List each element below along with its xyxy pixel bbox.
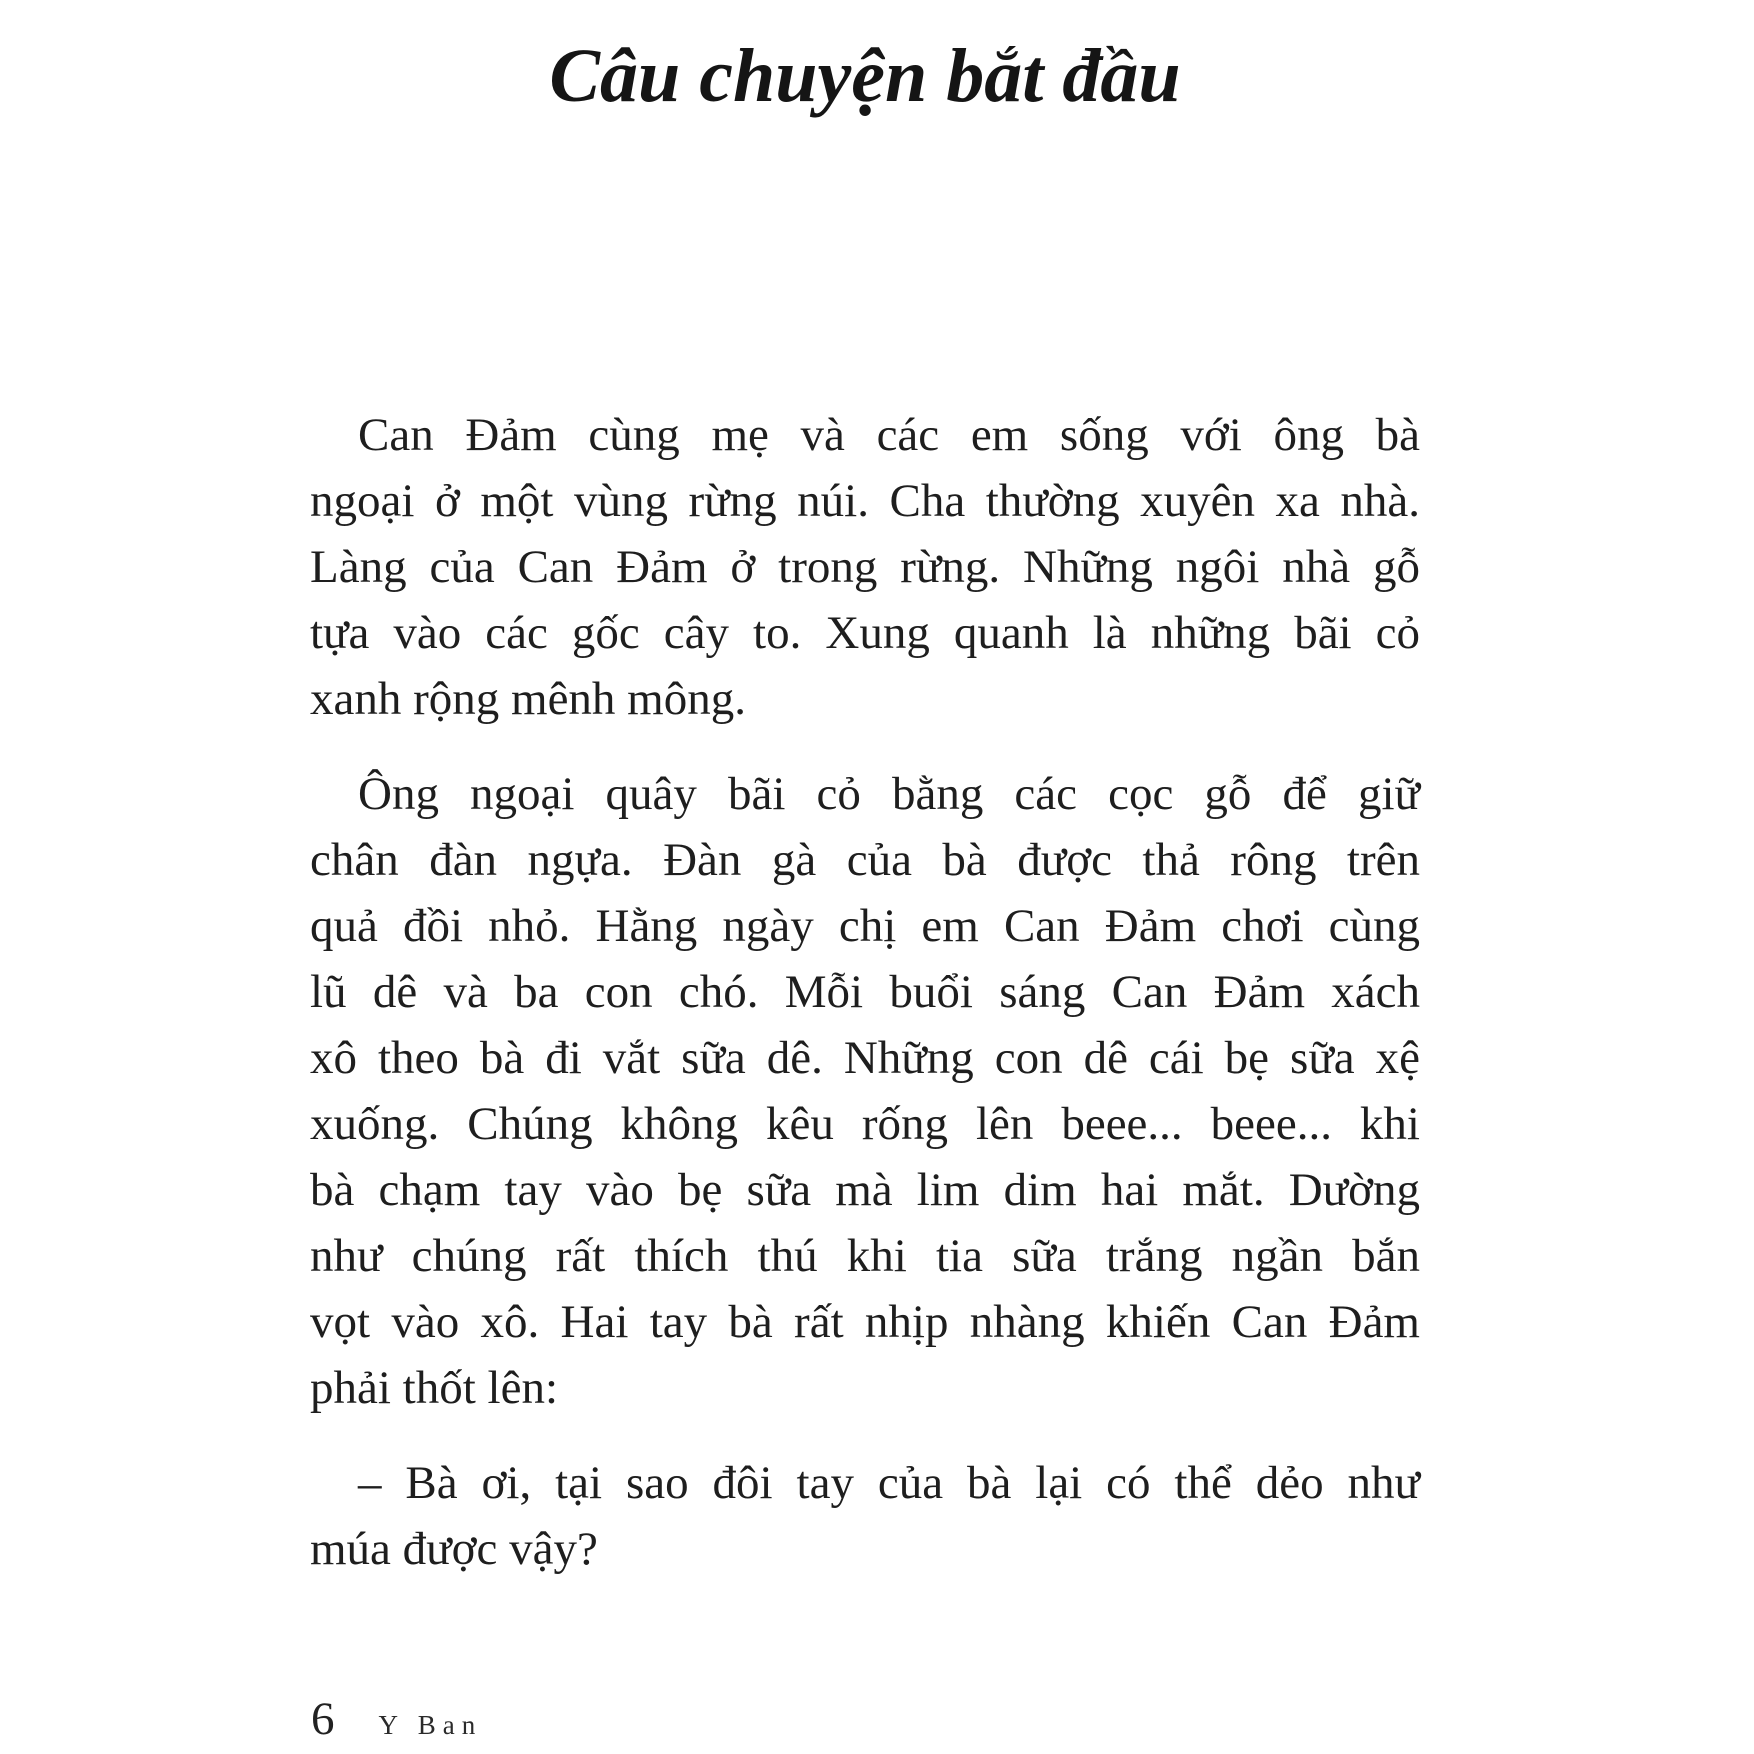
body-line: xuống. Chúng không kêu rống lên beee... beee... khi (310, 1098, 1420, 1150)
body-line: xanh rộng mênh mông. (310, 673, 746, 725)
paragraph-dialogue (310, 1450, 1420, 1582)
body-line: ngoại ở một vùng rừng núi. Cha thường xuyên xa nhà. (310, 475, 1420, 527)
body-line: múa được vậy? (310, 1523, 598, 1575)
page-number: 6 (311, 1693, 335, 1745)
body-line: Can Đảm cùng mẹ và các em sống với ông bà (358, 409, 1420, 461)
body-line: xô theo bà đi vắt sữa dê. Những con dê cái bẹ sữa xệ (310, 1032, 1420, 1084)
paragraph (310, 402, 1420, 732)
body-line: bà chạm tay vào bẹ sữa mà lim dim hai mắt. Dường (310, 1164, 1420, 1216)
body-line: lũ dê và ba con chó. Mỗi buổi sáng Can Đảm xách (310, 966, 1420, 1018)
running-author: Y Ban (378, 1710, 483, 1740)
body-line: Ông ngoại quây bãi cỏ bằng các cọc gỗ để giữ (358, 768, 1420, 820)
page-footer (311, 1692, 482, 1746)
chapter-title: Câu chuyện bắt đầu (549, 34, 1181, 118)
body-text (310, 402, 1420, 1611)
body-line: quả đồi nhỏ. Hằng ngày chị em Can Đảm chơi cùng (310, 900, 1420, 952)
body-line: tựa vào các gốc cây to. Xung quanh là những bãi cỏ (310, 607, 1420, 659)
body-line: phải thốt lên: (310, 1362, 559, 1414)
body-line: như chúng rất thích thú khi tia sữa trắng ngần bắn (310, 1230, 1420, 1282)
body-line: chân đàn ngựa. Đàn gà của bà được thả rông trên (310, 834, 1420, 886)
body-line: vọt vào xô. Hai tay bà rất nhịp nhàng khiến Can Đảm (310, 1296, 1420, 1348)
paragraph (310, 761, 1420, 1421)
body-line: Làng của Can Đảm ở trong rừng. Những ngôi nhà gỗ (310, 541, 1420, 593)
body-line: – Bà ơi, tại sao đôi tay của bà lại có thể dẻo như (358, 1457, 1420, 1509)
